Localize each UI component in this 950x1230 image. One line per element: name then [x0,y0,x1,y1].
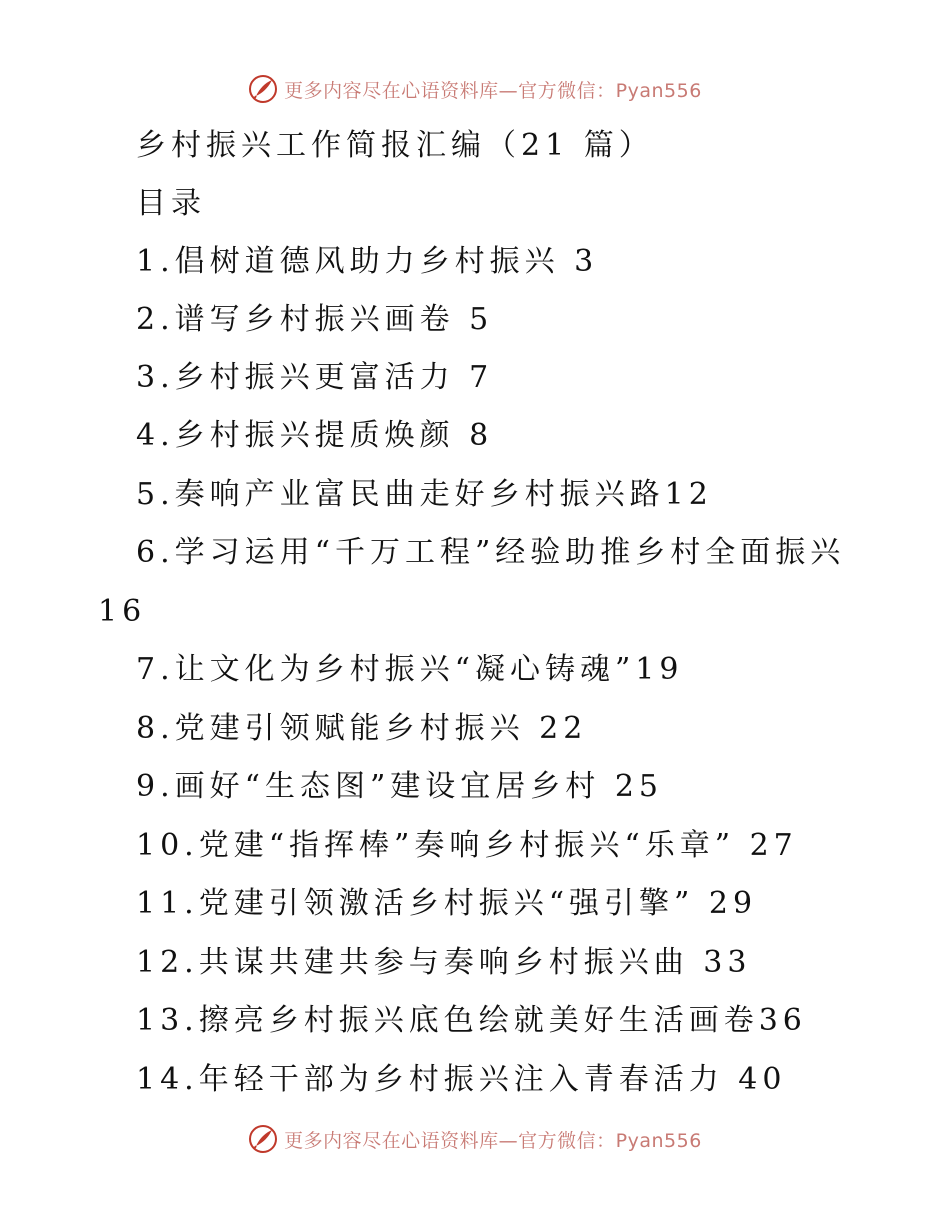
watermark-text: 更多内容尽在心语资料库—官方微信：Pyan556 [284,79,702,102]
toc-heading: 目录 [136,186,206,221]
toc-item: 3.乡村振兴更富活力 7 [136,360,494,395]
watermark-text: 更多内容尽在心语资料库—官方微信：Pyan556 [284,1129,702,1152]
toc-item: 4.乡村振兴提质焕颜 8 [136,418,494,453]
footer-watermark [0,1124,950,1154]
toc-item: 8.党建引领赋能乡村振兴 22 [136,711,588,746]
document-title: 乡村振兴工作简报汇编（21 篇） [136,128,654,163]
quill-logo-icon [248,74,278,104]
toc-item-page-wrap: 16 [98,594,147,629]
toc-item: 7.让文化为乡村振兴“凝心铸魂”19 [136,652,684,687]
toc-item: 6.学习运用“千万工程”经验助推乡村全面振兴 [136,535,846,570]
toc-item: 10.党建“指挥棒”奏响乡村振兴“乐章” 27 [136,828,798,863]
toc-item: 9.画好“生态图”建设宜居乡村 25 [136,769,664,804]
quill-logo-icon [248,1124,278,1154]
toc-item: 1.倡树道德风助力乡村振兴 3 [136,244,599,279]
header-watermark [0,74,950,104]
toc-item: 14.年轻干部为乡村振兴注入青春活力 40 [136,1062,787,1097]
toc-item: 11.党建引领激活乡村振兴“强引擎” 29 [136,886,758,921]
toc-item: 5.奏响产业富民曲走好乡村振兴路12 [136,477,713,512]
toc-item: 2.谱写乡村振兴画卷 5 [136,302,494,337]
toc-item: 12.共谋共建共参与奏响乡村振兴曲 33 [136,945,752,980]
toc-item: 13.擦亮乡村振兴底色绘就美好生活画卷36 [136,1003,807,1038]
